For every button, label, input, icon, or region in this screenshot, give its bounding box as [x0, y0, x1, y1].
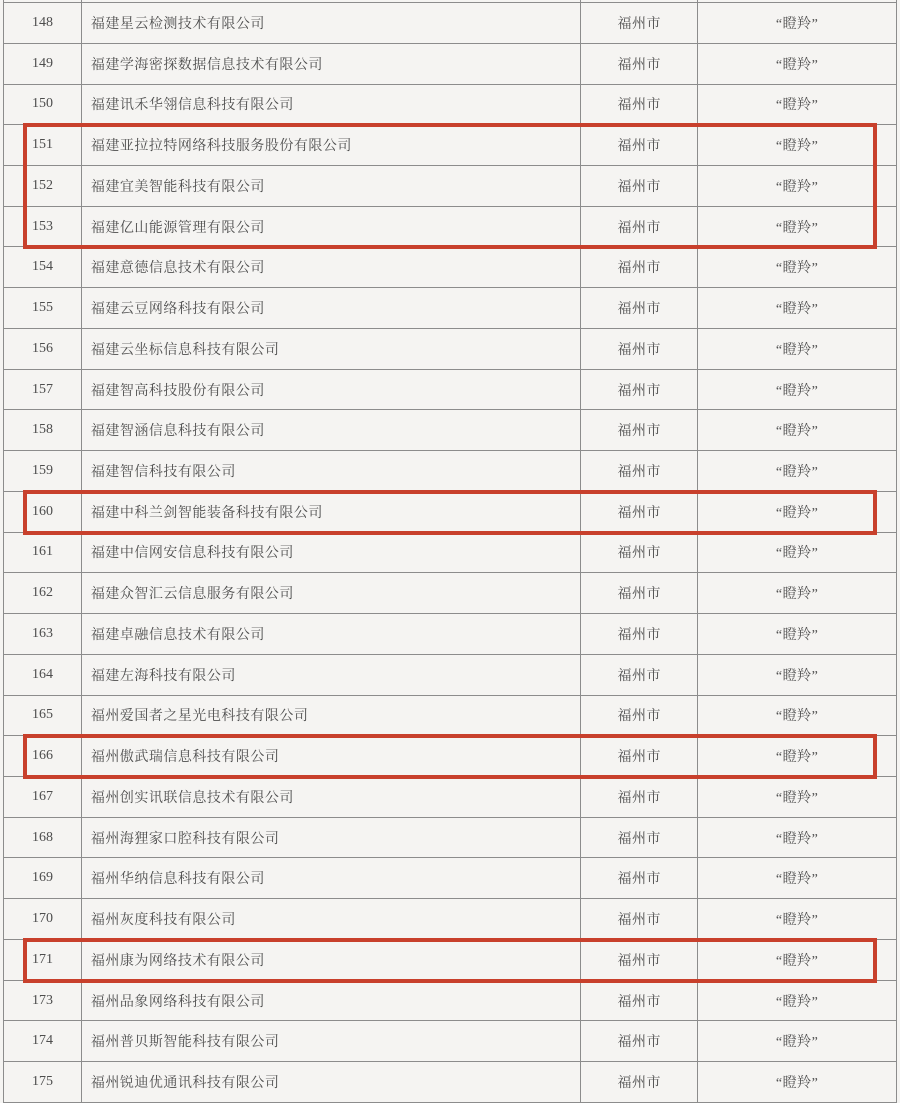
city-cell: 福州市 — [581, 533, 698, 573]
category-cell: “瞪羚” — [698, 247, 897, 287]
row-number-cell: 154 — [4, 247, 82, 287]
city-cell: 福州市 — [581, 573, 698, 613]
company-name-cell: 福州傲武瑞信息科技有限公司 — [82, 736, 581, 776]
city-cell: 福州市 — [581, 288, 698, 328]
table-row — [4, 696, 897, 737]
city-cell: 福州市 — [581, 247, 698, 287]
row-number-cell: 161 — [4, 533, 82, 573]
company-name-cell: 福州康为网络技术有限公司 — [82, 940, 581, 980]
category-cell: “瞪羚” — [698, 981, 897, 1021]
company-name-cell: 福建讯禾华翎信息科技有限公司 — [82, 85, 581, 125]
table-row — [4, 777, 897, 818]
city-cell: 福州市 — [581, 370, 698, 410]
category-cell: “瞪羚” — [698, 3, 897, 43]
company-name-cell: 福建左海科技有限公司 — [82, 655, 581, 695]
company-name-cell: 福州爱国者之星光电科技有限公司 — [82, 696, 581, 736]
category-cell: “瞪羚” — [698, 696, 897, 736]
company-name-cell: 福州海狸家口腔科技有限公司 — [82, 818, 581, 858]
row-number-cell: 174 — [4, 1021, 82, 1061]
company-name-cell: 福建卓融信息技术有限公司 — [82, 614, 581, 654]
city-cell: 福州市 — [581, 329, 698, 369]
company-name-cell: 福建云豆网络科技有限公司 — [82, 288, 581, 328]
row-number-cell: 153 — [4, 207, 82, 247]
table-row — [4, 207, 897, 248]
company-name-cell: 福建中科兰剑智能装备科技有限公司 — [82, 492, 581, 532]
row-number-cell: 155 — [4, 288, 82, 328]
category-cell: “瞪羚” — [698, 777, 897, 817]
company-table — [3, 0, 897, 1103]
category-cell: “瞪羚” — [698, 207, 897, 247]
row-number-cell: 175 — [4, 1062, 82, 1102]
city-cell — [581, 0, 698, 2]
company-name-cell: 福建宜美智能科技有限公司 — [82, 166, 581, 206]
city-cell: 福州市 — [581, 899, 698, 939]
row-number-cell: 167 — [4, 777, 82, 817]
company-name-cell: 福州锐迪优通讯科技有限公司 — [82, 1062, 581, 1102]
city-cell: 福州市 — [581, 44, 698, 84]
category-cell: “瞪羚” — [698, 1062, 897, 1102]
row-number-cell: 159 — [4, 451, 82, 491]
row-number-cell: 173 — [4, 981, 82, 1021]
row-number-cell: 157 — [4, 370, 82, 410]
city-cell: 福州市 — [581, 736, 698, 776]
category-cell: “瞪羚” — [698, 1021, 897, 1061]
company-name-cell: 福州灰度科技有限公司 — [82, 899, 581, 939]
category-cell: “瞪羚” — [698, 655, 897, 695]
city-cell: 福州市 — [581, 1062, 698, 1102]
company-name-cell: 福建智涵信息科技有限公司 — [82, 410, 581, 450]
row-number-cell: 152 — [4, 166, 82, 206]
city-cell: 福州市 — [581, 410, 698, 450]
city-cell: 福州市 — [581, 940, 698, 980]
table-row — [4, 3, 897, 44]
table-row — [4, 492, 897, 533]
category-cell: “瞪羚” — [698, 370, 897, 410]
row-number-cell: 160 — [4, 492, 82, 532]
category-cell: “瞪羚” — [698, 451, 897, 491]
company-name-cell — [82, 0, 581, 2]
category-cell: “瞪羚” — [698, 614, 897, 654]
company-name-cell: 福建亿山能源管理有限公司 — [82, 207, 581, 247]
table-row — [4, 451, 897, 492]
company-name-cell: 福建智高科技股份有限公司 — [82, 370, 581, 410]
row-number-cell: 168 — [4, 818, 82, 858]
category-cell: “瞪羚” — [698, 818, 897, 858]
company-name-cell: 福州华纳信息科技有限公司 — [82, 858, 581, 898]
row-number-cell: 166 — [4, 736, 82, 776]
category-cell: “瞪羚” — [698, 858, 897, 898]
category-cell: “瞪羚” — [698, 410, 897, 450]
category-cell: “瞪羚” — [698, 940, 897, 980]
row-number-cell: 151 — [4, 125, 82, 165]
table-row — [4, 44, 897, 85]
city-cell: 福州市 — [581, 3, 698, 43]
row-number-cell: 163 — [4, 614, 82, 654]
table-row — [4, 370, 897, 411]
city-cell: 福州市 — [581, 655, 698, 695]
category-cell: “瞪羚” — [698, 492, 897, 532]
city-cell: 福州市 — [581, 492, 698, 532]
table-row — [4, 125, 897, 166]
row-number-cell: 150 — [4, 85, 82, 125]
city-cell: 福州市 — [581, 614, 698, 654]
table-row — [4, 940, 897, 981]
row-number-cell: 149 — [4, 44, 82, 84]
table-row — [4, 899, 897, 940]
city-cell: 福州市 — [581, 696, 698, 736]
table-row — [4, 573, 897, 614]
row-number-cell: 158 — [4, 410, 82, 450]
company-name-cell: 福建意德信息技术有限公司 — [82, 247, 581, 287]
table-row — [4, 85, 897, 126]
table-row — [4, 1062, 897, 1103]
table-row — [4, 329, 897, 370]
category-cell: “瞪羚” — [698, 44, 897, 84]
company-name-cell: 福州品象网络科技有限公司 — [82, 981, 581, 1021]
company-name-cell: 福建学海密探数据信息技术有限公司 — [82, 44, 581, 84]
city-cell: 福州市 — [581, 125, 698, 165]
table-row — [4, 247, 897, 288]
row-number-cell: 162 — [4, 573, 82, 613]
category-cell: “瞪羚” — [698, 85, 897, 125]
city-cell: 福州市 — [581, 818, 698, 858]
row-number-cell: 169 — [4, 858, 82, 898]
company-name-cell: 福建星云检测技术有限公司 — [82, 3, 581, 43]
row-number-cell — [4, 0, 82, 2]
table-row — [4, 858, 897, 899]
table-row — [4, 533, 897, 574]
table-row — [4, 1021, 897, 1062]
category-cell: “瞪羚” — [698, 329, 897, 369]
company-name-cell: 福建亚拉拉特网络科技服务股份有限公司 — [82, 125, 581, 165]
category-cell: “瞪羚” — [698, 533, 897, 573]
category-cell: “瞪羚” — [698, 736, 897, 776]
company-name-cell: 福建智信科技有限公司 — [82, 451, 581, 491]
city-cell: 福州市 — [581, 777, 698, 817]
city-cell: 福州市 — [581, 981, 698, 1021]
row-number-cell: 170 — [4, 899, 82, 939]
row-number-cell: 171 — [4, 940, 82, 980]
table-row — [4, 655, 897, 696]
category-cell: “瞪羚” — [698, 125, 897, 165]
company-name-cell: 福建云坐标信息科技有限公司 — [82, 329, 581, 369]
company-name-cell: 福建中信网安信息科技有限公司 — [82, 533, 581, 573]
city-cell: 福州市 — [581, 207, 698, 247]
city-cell: 福州市 — [581, 1021, 698, 1061]
table-row — [4, 818, 897, 859]
table-row — [4, 166, 897, 207]
city-cell: 福州市 — [581, 451, 698, 491]
company-name-cell: 福建众智汇云信息服务有限公司 — [82, 573, 581, 613]
row-number-cell: 148 — [4, 3, 82, 43]
row-number-cell: 164 — [4, 655, 82, 695]
table-row — [4, 410, 897, 451]
city-cell: 福州市 — [581, 166, 698, 206]
category-cell — [698, 0, 897, 2]
table-row — [4, 288, 897, 329]
category-cell: “瞪羚” — [698, 573, 897, 613]
table-row — [4, 736, 897, 777]
row-number-cell: 165 — [4, 696, 82, 736]
table-row — [4, 981, 897, 1022]
city-cell: 福州市 — [581, 85, 698, 125]
row-number-cell: 156 — [4, 329, 82, 369]
city-cell: 福州市 — [581, 858, 698, 898]
category-cell: “瞪羚” — [698, 899, 897, 939]
category-cell: “瞪羚” — [698, 166, 897, 206]
table-row — [4, 614, 897, 655]
company-name-cell: 福州创实讯联信息技术有限公司 — [82, 777, 581, 817]
category-cell: “瞪羚” — [698, 288, 897, 328]
company-name-cell: 福州普贝斯智能科技有限公司 — [82, 1021, 581, 1061]
